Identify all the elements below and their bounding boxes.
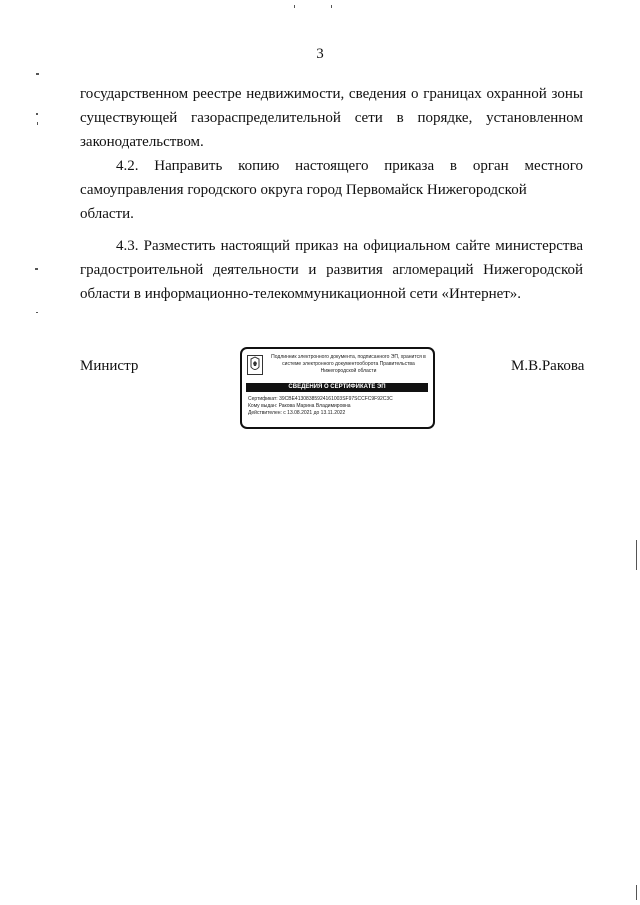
paragraph-4-3 [80,234,583,306]
page-number: 3 [316,46,324,62]
certificate-label: Сертификат: [248,396,278,402]
signer-name: М.В.Ракова [511,358,585,374]
electronic-signature-stamp [240,347,435,429]
text-line: государственном реестре недвижимости, сведения о границах охранной зоны [80,86,583,102]
stamp-header: СВЕДЕНИЯ О СЕРТИФИКАТЕ ЭП [246,383,428,392]
stamp-details [248,396,428,417]
text-line: 4.3. Разместить настоящий приказ на официальном сайте министерства [116,238,583,254]
text-line: 4.2. Направить копию настоящего приказа в орган местного [116,158,583,174]
paragraph-4-2 [80,154,583,226]
text-line: самоуправления городского округа город Первомайск Нижегородской области. [80,182,527,222]
issued-to-value: Ракова Марина Владимировна [278,403,351,409]
text-line: законодательством. [80,134,204,150]
text-line: области в информационно-телекоммуникационной сети «Интернет». [80,286,522,302]
certificate-row [248,396,428,403]
text-line: существующей газораспределительной сети в порядке, установленном [80,110,583,126]
signer-title: Министр [80,358,139,374]
stamp-note: Подлинник электронного документа, подписанного ЭП, хранится в системе электронного документооборота Правительства Нижегородской области [271,354,426,374]
coat-of-arms-icon [247,355,263,375]
paragraph-register-continuation [80,82,583,154]
validity-value: с 13.08.2021 до 13.11.2022 [283,410,346,416]
validity-label: Действителен: [248,410,282,416]
issued-to-label: Кому выдан: [248,403,278,409]
validity-row [248,410,428,417]
certificate-value: 39CBE41308385924161003SF97SCCFC9F92C3C [279,396,393,402]
issued-to-row [248,403,428,410]
text-line: градостроительной деятельности и развития агломераций Нижегородской [80,262,583,278]
